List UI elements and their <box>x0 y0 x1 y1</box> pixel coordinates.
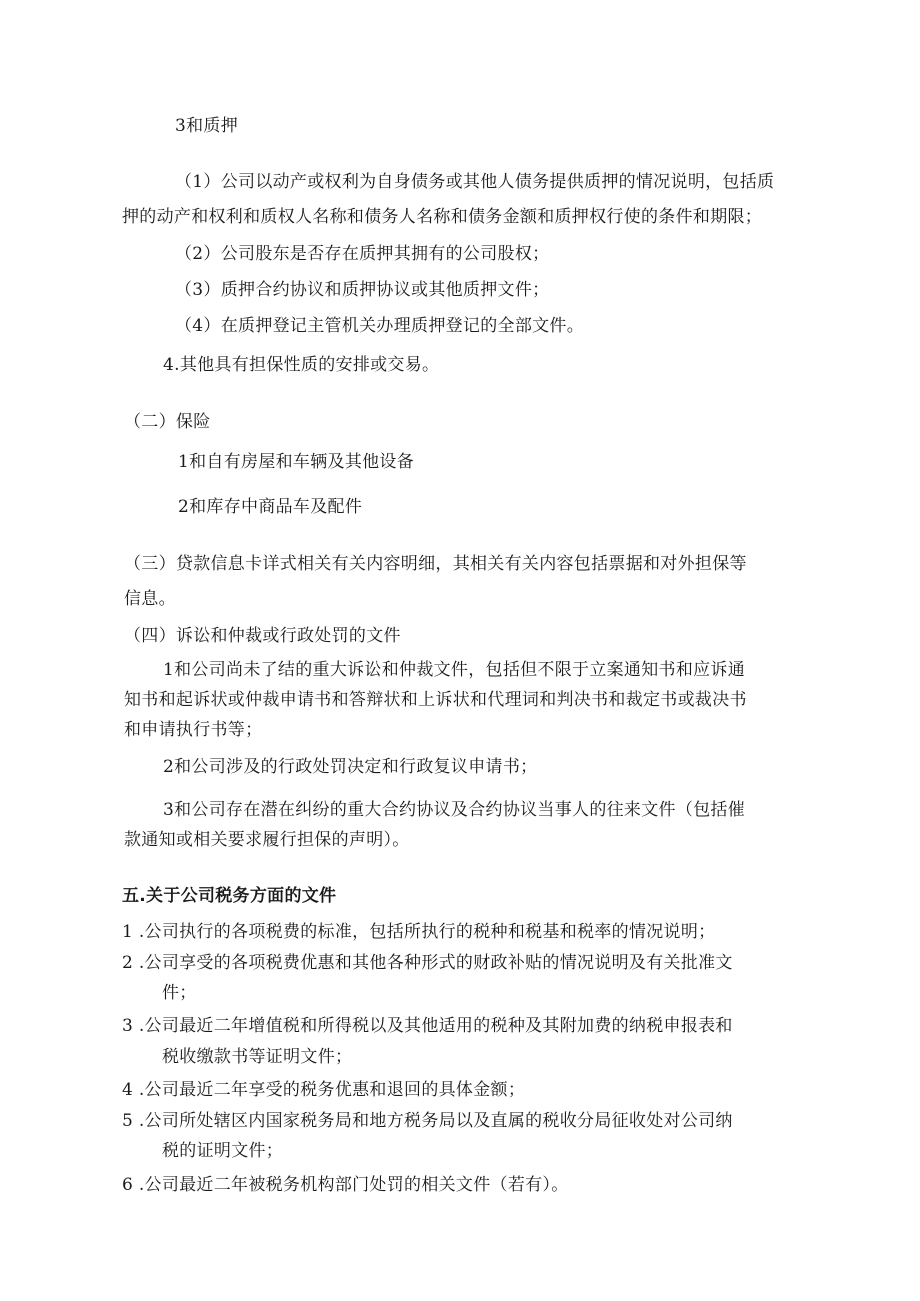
litigation-item-2: 2和公司涉及的行政处罚决定和行政复议申请书； <box>163 757 538 777</box>
insurance-item-1: 1和自有房屋和车辆及其他设备 <box>178 452 415 472</box>
litigation-item-1-line-2: 知书和起诉状或仲裁申请书和答辩状和上诉状和代理词和判决书和裁定书或裁决书 <box>124 690 747 710</box>
loan-line-1: （三）贷款信息卡详式相关有关内容明细，其相关有关内容包括票据和对外担保等 <box>124 554 747 574</box>
pledge-item-4: （4）在质押登记主管机关办理质押登记的全部文件。 <box>175 316 585 336</box>
litigation-item-3-line-1: 3和公司存在潜在纠纷的重大合约协议及合约协议当事人的往来文件（包括催 <box>163 800 746 820</box>
tax-item-4: 4 .公司最近二年享受的税务优惠和退回的具体金额； <box>122 1080 526 1100</box>
pledge-item-2: （2）公司股东是否存在质押其拥有的公司股权； <box>175 244 550 264</box>
litigation-title: （四）诉讼和仲裁或行政处罚的文件 <box>124 626 401 646</box>
pledge-item-1-line-1: （1）公司以动产或权利为自身债务或其他人债务提供质押的情况说明，包括质 <box>175 172 775 192</box>
tax-item-5-line-2: 税的证明文件； <box>162 1141 284 1161</box>
pledge-title: 3和质押 <box>175 116 239 136</box>
loan-line-2: 信息。 <box>124 589 176 609</box>
tax-item-2-line-2: 件； <box>162 983 197 1003</box>
tax-item-2-line-1: 2 .公司享受的各项税费优惠和其他各种形式的财政补贴的情况说明及有关批准文 <box>122 953 733 973</box>
pledge-item-1-line-2: 押的动产和权利和质权人名称和债务人名称和债务金额和质押权行使的条件和期限； <box>122 207 763 227</box>
tax-item-3-line-2: 税收缴款书等证明文件； <box>162 1047 353 1067</box>
tax-section-title: 五.关于公司税务方面的文件 <box>122 886 337 906</box>
insurance-item-2: 2和库存中商品车及配件 <box>178 497 363 517</box>
litigation-item-3-line-2: 款通知或相关要求履行担保的声明）。 <box>124 830 410 850</box>
tax-item-1: 1 .公司执行的各项税费的标准，包括所执行的税种和税基和税率的情况说明； <box>122 922 716 942</box>
tax-item-6: 6 .公司最近二年被税务机构部门处罚的相关文件（若有）。 <box>122 1175 569 1195</box>
other-guarantee-item: 4.其他具有担保性质的安排或交易。 <box>163 355 440 375</box>
tax-item-3-line-1: 3 .公司最近二年增值税和所得税以及其他适用的税种及其附加费的纳税申报表和 <box>122 1016 733 1036</box>
litigation-item-1-line-1: 1和公司尚未了结的重大诉讼和仲裁文件，包括但不限于立案通知书和应诉通 <box>163 660 746 680</box>
litigation-item-1-line-3: 和申请执行书等； <box>124 720 263 740</box>
pledge-item-3: （3）质押合约协议和质押协议或其他质押文件； <box>175 280 550 300</box>
insurance-title: （二）保险 <box>124 412 211 432</box>
tax-item-5-line-1: 5 .公司所处辖区内国家税务局和地方税务局以及直属的税收分局征收处对公司纳 <box>122 1111 733 1131</box>
